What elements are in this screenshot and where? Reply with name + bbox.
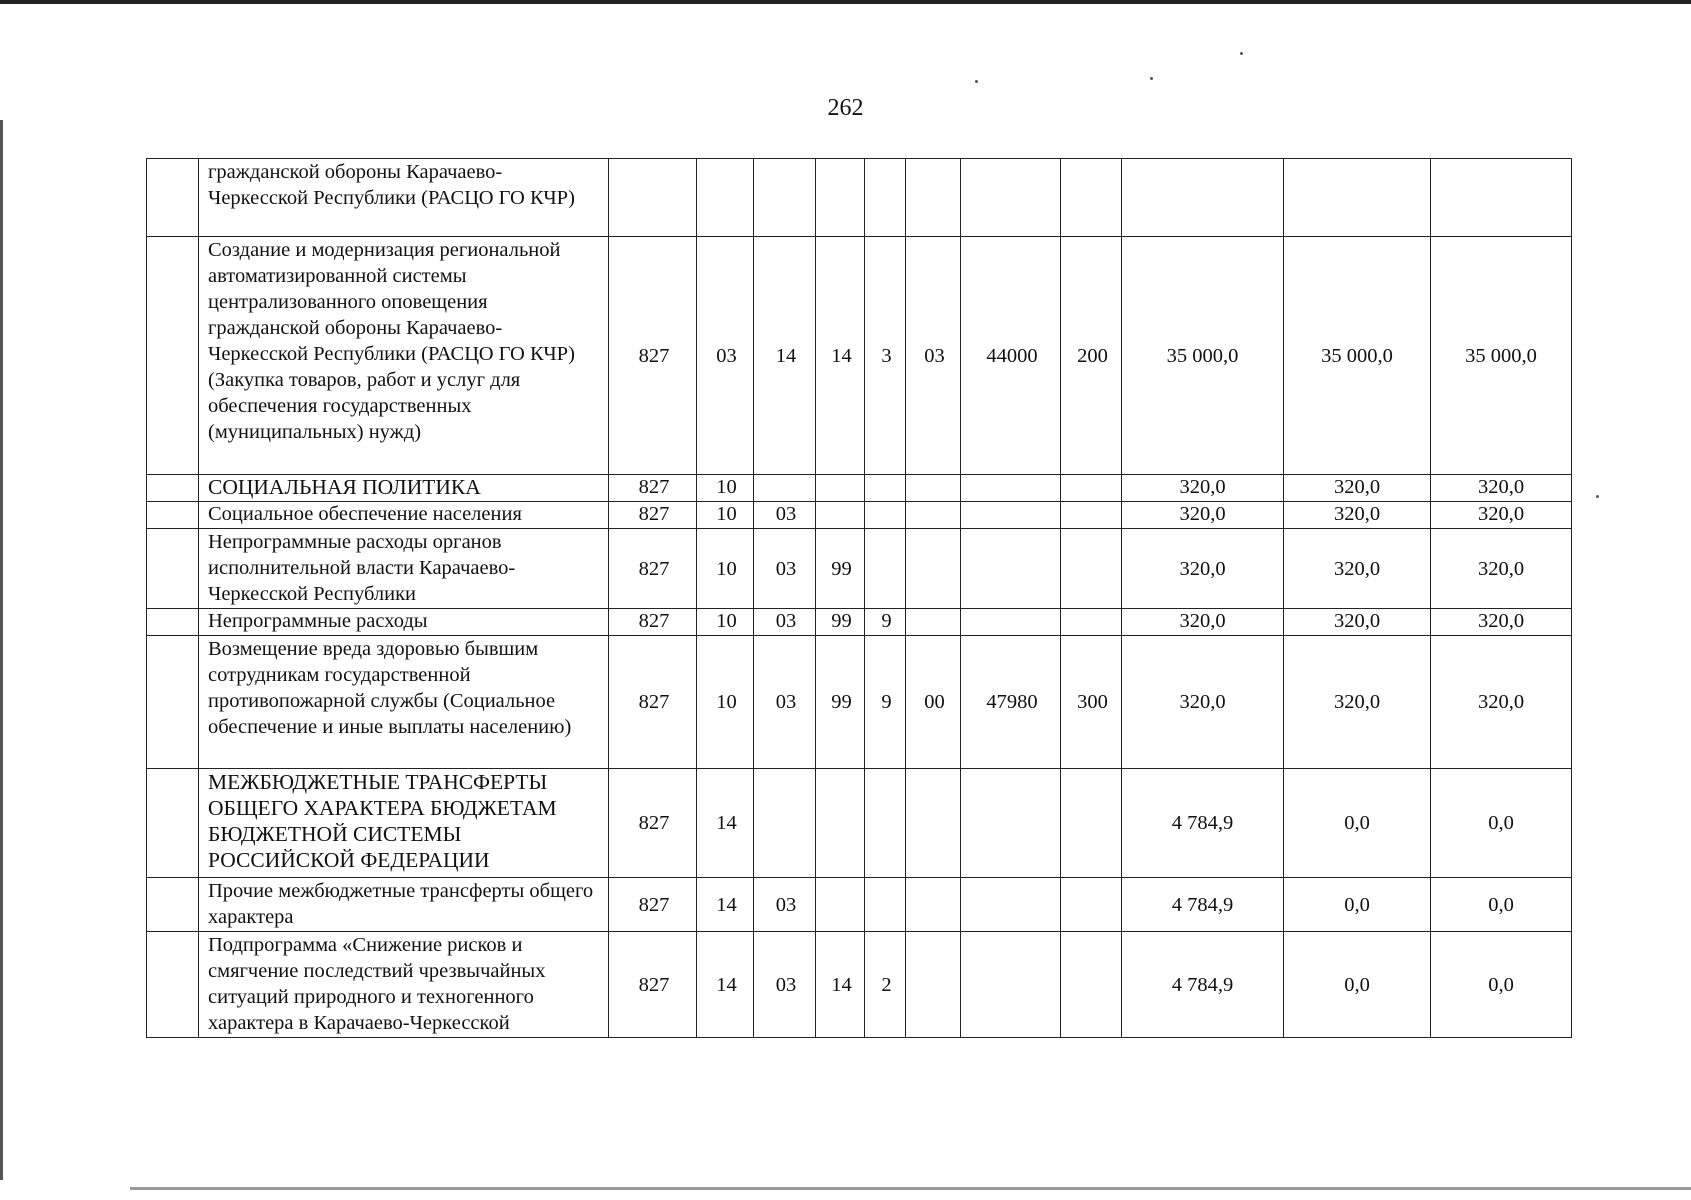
program-cell [816, 878, 865, 932]
scan-speck [1240, 52, 1243, 55]
activity-cell [906, 609, 961, 636]
expense-type-cell [1061, 609, 1122, 636]
scan-speck [975, 80, 978, 83]
scan-speck [1596, 495, 1599, 498]
grbs-cell: 827 [609, 237, 697, 475]
subprogram-cell [865, 529, 906, 609]
expense-type-cell [1061, 769, 1122, 878]
subprogram-cell [865, 475, 906, 502]
row-name: МЕЖБЮДЖЕТНЫЕ ТРАНСФЕРТЫ ОБЩЕГО ХАРАКТЕРА БЮДЖЕТАМ БЮДЖЕТНОЙ СИСТЕМЫ РОССИЙСКОЙ ФЕДЕРАЦИИ [199, 769, 609, 878]
scan-top-edge [0, 0, 1691, 4]
subsection-cell [754, 769, 816, 878]
direction-cell [961, 769, 1061, 878]
row-index-cell [147, 932, 199, 1038]
amount-year3-cell: 320,0 [1431, 529, 1572, 609]
program-cell: 99 [816, 529, 865, 609]
table-row [147, 502, 1572, 529]
amount-year2-cell: 320,0 [1284, 636, 1431, 769]
row-name: гражданской обороны Карачаево-Черкесской Республики (РАСЦО ГО КЧР) [199, 159, 609, 237]
grbs-cell: 827 [609, 502, 697, 529]
row-name: СОЦИАЛЬНАЯ ПОЛИТИКА [199, 475, 609, 502]
direction-cell [961, 878, 1061, 932]
direction-cell [961, 159, 1061, 237]
row-index-cell [147, 636, 199, 769]
direction-cell [961, 502, 1061, 529]
row-index-cell [147, 475, 199, 502]
subsection-cell: 14 [754, 237, 816, 475]
grbs-cell: 827 [609, 475, 697, 502]
amount-year3-cell: 35 000,0 [1431, 237, 1572, 475]
table-row [147, 636, 1572, 769]
row-index-cell [147, 609, 199, 636]
amount-year3-cell: 0,0 [1431, 769, 1572, 878]
expense-type-cell [1061, 932, 1122, 1038]
subsection-cell: 03 [754, 502, 816, 529]
row-index-cell [147, 769, 199, 878]
page-number: 262 [827, 95, 864, 121]
activity-cell [906, 878, 961, 932]
section-cell: 14 [697, 769, 754, 878]
section-cell [697, 159, 754, 237]
table-row [147, 769, 1572, 878]
table-row [147, 932, 1572, 1038]
section-cell: 14 [697, 878, 754, 932]
section-cell: 14 [697, 932, 754, 1038]
row-name: Непрограммные расходы [199, 609, 609, 636]
amount-year3-cell: 320,0 [1431, 636, 1572, 769]
amount-year1-cell: 4 784,9 [1122, 878, 1284, 932]
direction-cell: 47980 [961, 636, 1061, 769]
amount-year1-cell: 320,0 [1122, 475, 1284, 502]
table-row [147, 475, 1572, 502]
subsection-cell: 03 [754, 932, 816, 1038]
amount-year2-cell: 0,0 [1284, 769, 1431, 878]
row-index-cell [147, 502, 199, 529]
table-row [147, 159, 1572, 237]
grbs-cell: 827 [609, 769, 697, 878]
scan-bottom-edge [130, 1187, 1691, 1190]
grbs-cell: 827 [609, 529, 697, 609]
expense-type-cell: 200 [1061, 237, 1122, 475]
row-name: Возмещение вреда здоровью бывшим сотрудникам государственной противопожарной службы (Социальное обеспечение и иные выплаты населению) [199, 636, 609, 769]
budget-table [146, 158, 1572, 1038]
amount-year1-cell: 320,0 [1122, 609, 1284, 636]
amount-year3-cell: 320,0 [1431, 502, 1572, 529]
program-cell: 99 [816, 636, 865, 769]
expense-type-cell [1061, 529, 1122, 609]
amount-year1-cell: 4 784,9 [1122, 932, 1284, 1038]
program-cell: 14 [816, 237, 865, 475]
expense-type-cell [1061, 475, 1122, 502]
table-row [147, 529, 1572, 609]
row-name: Непрограммные расходы органов исполнительной власти Карачаево-Черкесской Республики [199, 529, 609, 609]
program-cell: 14 [816, 932, 865, 1038]
direction-cell: 44000 [961, 237, 1061, 475]
subprogram-cell [865, 502, 906, 529]
subsection-cell [754, 475, 816, 502]
subprogram-cell: 2 [865, 932, 906, 1038]
amount-year1-cell: 35 000,0 [1122, 237, 1284, 475]
program-cell [816, 159, 865, 237]
amount-year2-cell: 0,0 [1284, 932, 1431, 1038]
row-name: Прочие межбюджетные трансферты общего характера [199, 878, 609, 932]
amount-year3-cell [1431, 159, 1572, 237]
amount-year1-cell: 320,0 [1122, 636, 1284, 769]
activity-cell [906, 475, 961, 502]
table-row [147, 237, 1572, 475]
subprogram-cell [865, 159, 906, 237]
amount-year1-cell: 320,0 [1122, 502, 1284, 529]
direction-cell [961, 932, 1061, 1038]
amount-year2-cell: 320,0 [1284, 475, 1431, 502]
row-index-cell [147, 529, 199, 609]
activity-cell: 00 [906, 636, 961, 769]
amount-year3-cell: 0,0 [1431, 878, 1572, 932]
subsection-cell: 03 [754, 609, 816, 636]
expense-type-cell [1061, 502, 1122, 529]
table-row [147, 609, 1572, 636]
program-cell [816, 475, 865, 502]
amount-year3-cell: 320,0 [1431, 609, 1572, 636]
direction-cell [961, 609, 1061, 636]
grbs-cell [609, 159, 697, 237]
amount-year2-cell: 0,0 [1284, 878, 1431, 932]
grbs-cell: 827 [609, 636, 697, 769]
section-cell: 10 [697, 529, 754, 609]
amount-year2-cell: 320,0 [1284, 609, 1431, 636]
section-cell: 03 [697, 237, 754, 475]
direction-cell [961, 529, 1061, 609]
subprogram-cell: 9 [865, 636, 906, 769]
section-cell: 10 [697, 502, 754, 529]
program-cell [816, 502, 865, 529]
subsection-cell: 03 [754, 529, 816, 609]
amount-year1-cell: 320,0 [1122, 529, 1284, 609]
activity-cell [906, 502, 961, 529]
amount-year2-cell: 320,0 [1284, 502, 1431, 529]
amount-year3-cell: 320,0 [1431, 475, 1572, 502]
subsection-cell: 03 [754, 636, 816, 769]
activity-cell [906, 529, 961, 609]
section-cell: 10 [697, 475, 754, 502]
grbs-cell: 827 [609, 932, 697, 1038]
amount-year2-cell [1284, 159, 1431, 237]
subsection-cell: 03 [754, 878, 816, 932]
subprogram-cell: 3 [865, 237, 906, 475]
expense-type-cell: 300 [1061, 636, 1122, 769]
subprogram-cell [865, 878, 906, 932]
amount-year2-cell: 35 000,0 [1284, 237, 1431, 475]
expense-type-cell [1061, 878, 1122, 932]
subprogram-cell [865, 769, 906, 878]
row-index-cell [147, 237, 199, 475]
amount-year3-cell: 0,0 [1431, 932, 1572, 1038]
grbs-cell: 827 [609, 609, 697, 636]
subprogram-cell: 9 [865, 609, 906, 636]
section-cell: 10 [697, 636, 754, 769]
table-row [147, 878, 1572, 932]
row-name: Создание и модернизация региональной автоматизированной системы централизованного оповещения гражданской обороны Карачаево-Черкесской Республики (РАСЦО ГО КЧР) (Закупка товаров, работ и услуг для обеспечения государственных (муниципальных) нужд) [199, 237, 609, 475]
program-cell: 99 [816, 609, 865, 636]
row-name: Социальное обеспечение населения [199, 502, 609, 529]
scan-speck [1150, 77, 1153, 80]
activity-cell [906, 159, 961, 237]
section-cell: 10 [697, 609, 754, 636]
row-index-cell [147, 878, 199, 932]
activity-cell: 03 [906, 237, 961, 475]
activity-cell [906, 932, 961, 1038]
program-cell [816, 769, 865, 878]
direction-cell [961, 475, 1061, 502]
scan-left-edge [0, 120, 3, 1180]
activity-cell [906, 769, 961, 878]
subsection-cell [754, 159, 816, 237]
row-name: Подпрограмма «Снижение рисков и смягчение последствий чрезвычайных ситуаций природного и техногенного характера в Карачаево-Черкесской [199, 932, 609, 1038]
amount-year1-cell [1122, 159, 1284, 237]
amount-year1-cell: 4 784,9 [1122, 769, 1284, 878]
row-index-cell [147, 159, 199, 237]
expense-type-cell [1061, 159, 1122, 237]
amount-year2-cell: 320,0 [1284, 529, 1431, 609]
grbs-cell: 827 [609, 878, 697, 932]
